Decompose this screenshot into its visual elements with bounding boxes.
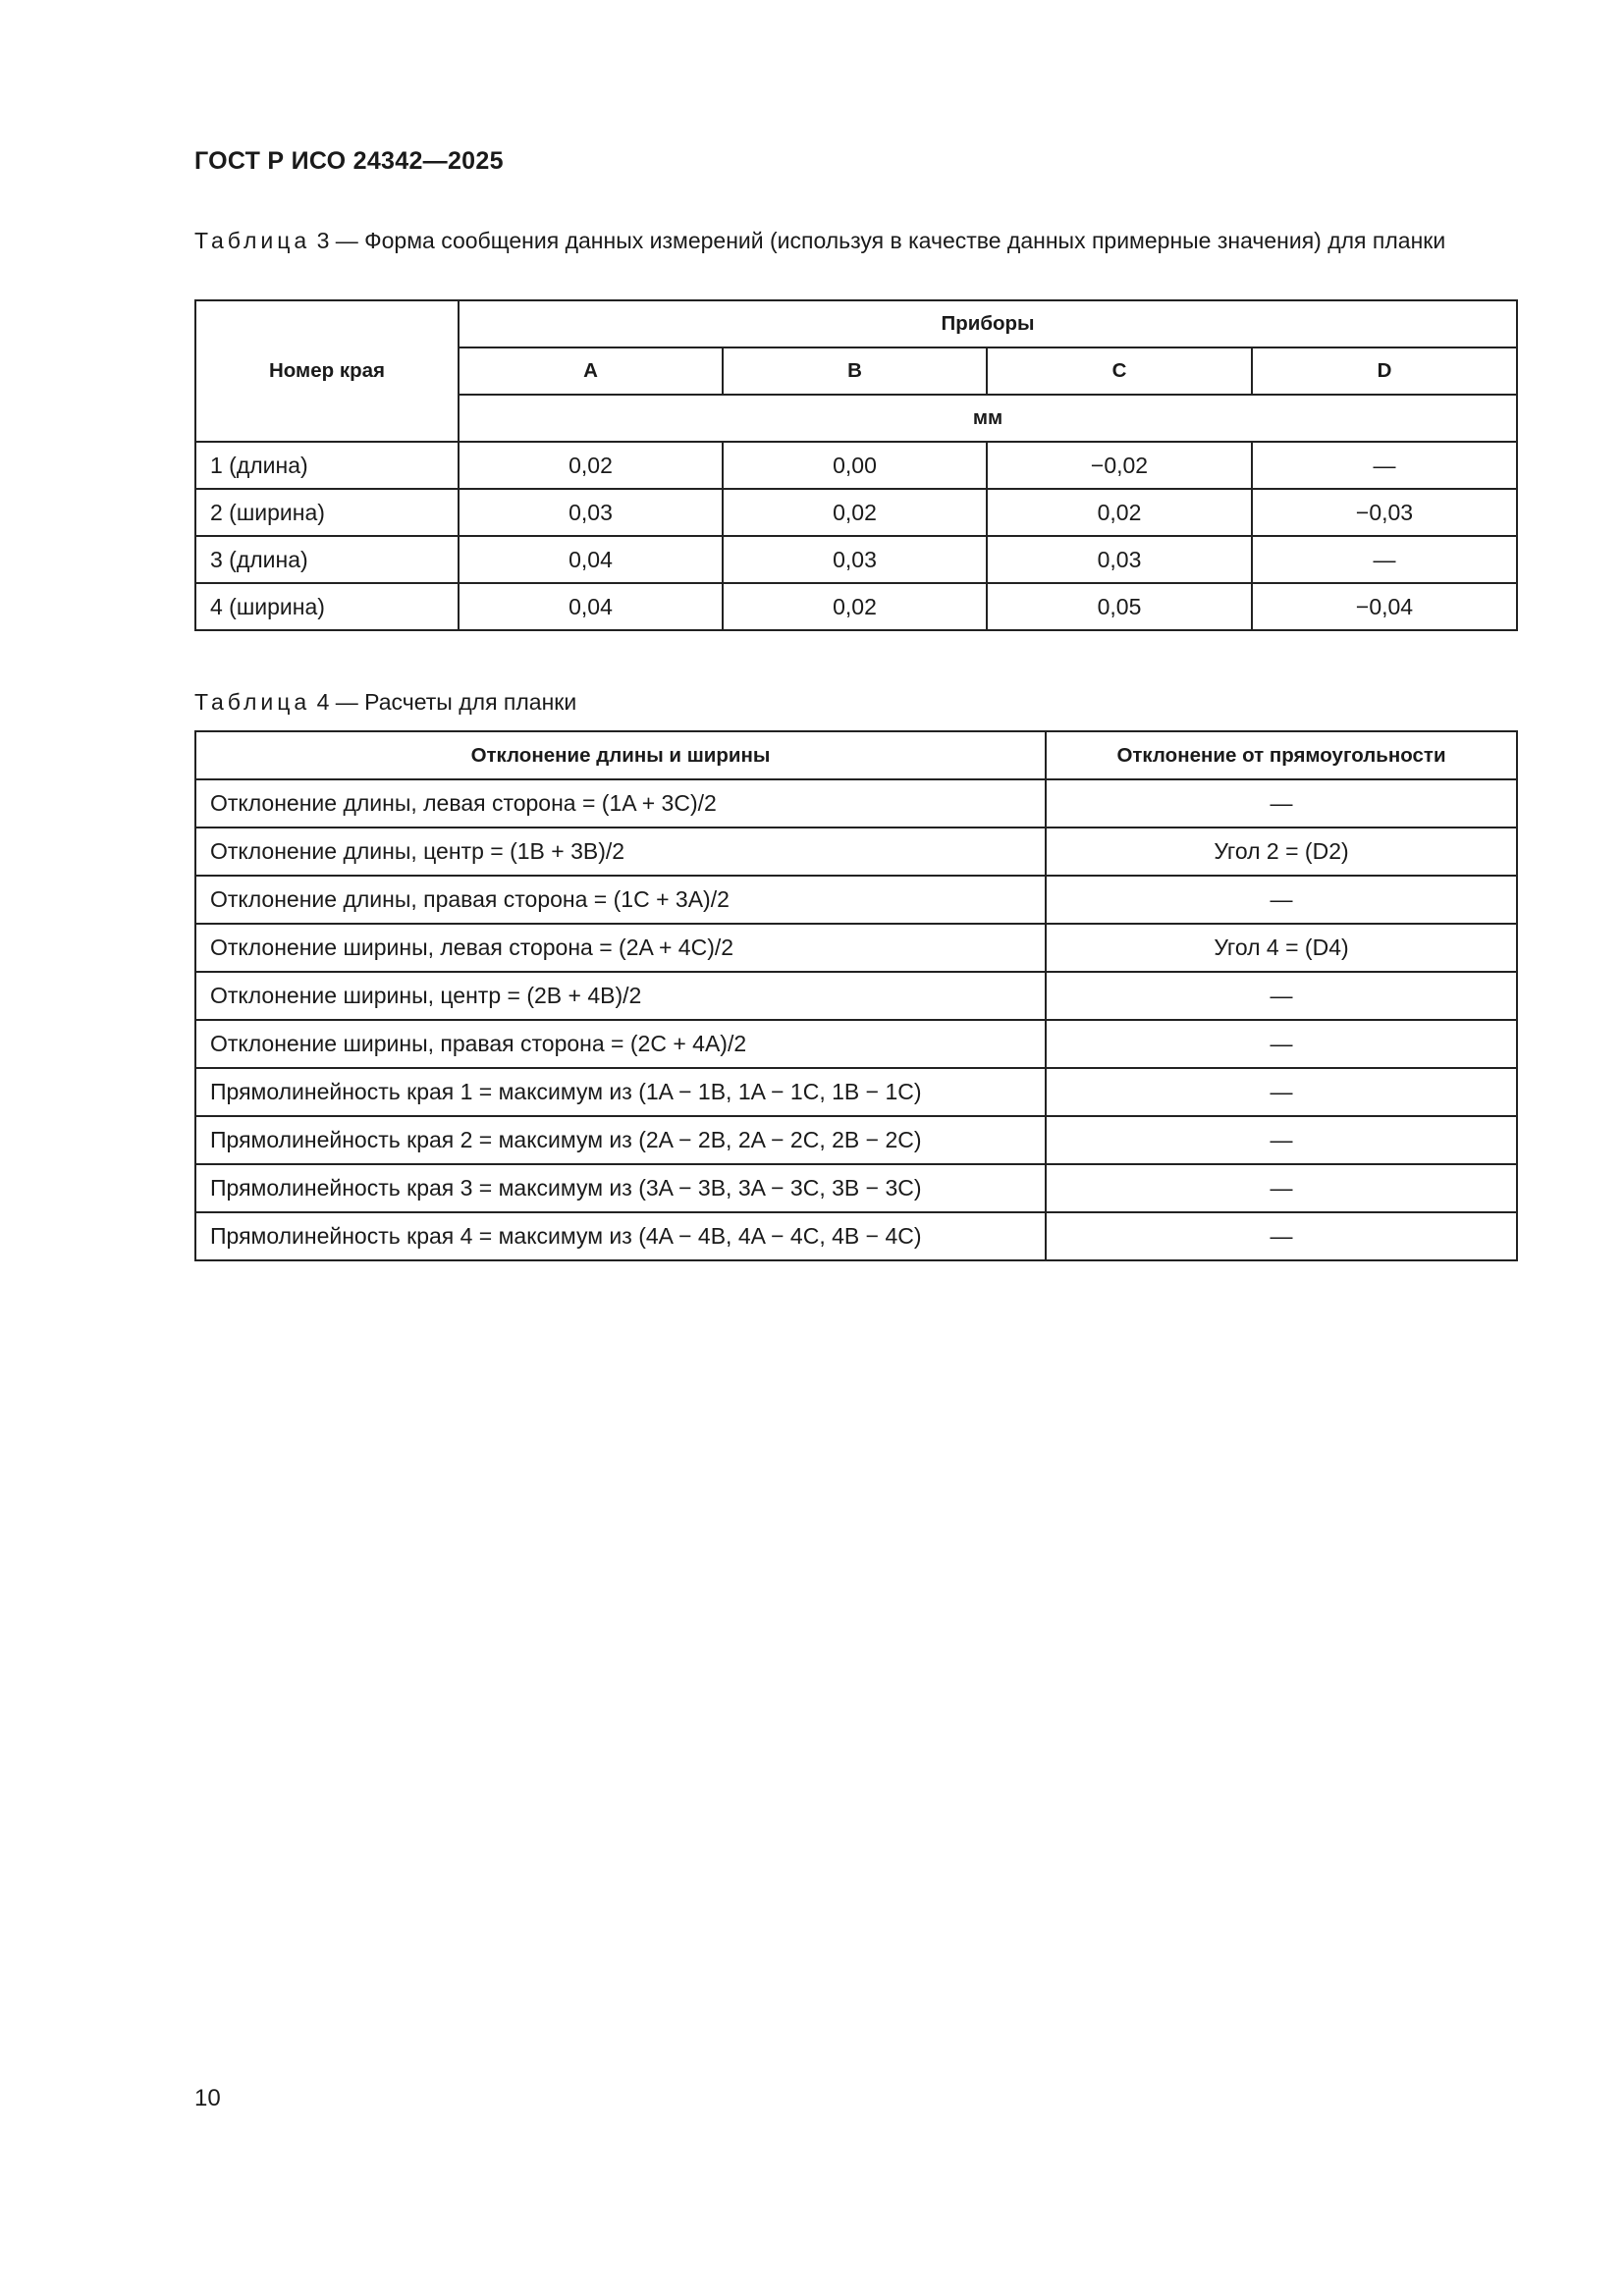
table-row: [195, 1164, 1517, 1212]
table-row: [195, 1020, 1517, 1068]
table-row: [195, 924, 1517, 972]
table4-squareness-cell: —: [1046, 1212, 1517, 1260]
table-row: [195, 536, 1517, 583]
table3-header-row: [195, 300, 1517, 347]
document-header: ГОСТ Р ИСО 24342—2025: [194, 147, 504, 175]
table4-squareness-cell: —: [1046, 972, 1517, 1020]
table3-value-cell: 0,00: [723, 442, 987, 489]
table3-col-b: B: [723, 347, 987, 395]
table3-value-cell: 0,04: [459, 583, 723, 630]
table3-value-cell: 0,02: [723, 583, 987, 630]
table3-value-cell: −0,02: [987, 442, 1252, 489]
table3-value-cell: —: [1252, 442, 1517, 489]
table4-squareness-cell: —: [1046, 1068, 1517, 1116]
table-row: [195, 876, 1517, 924]
table3-unit: мм: [459, 395, 1517, 442]
table3-value-cell: 0,02: [723, 489, 987, 536]
page-number: 10: [194, 2085, 221, 2111]
table4-col-squareness: Отклонение от прямоугольности: [1046, 731, 1517, 779]
table4-squareness-cell: Угол 4 = (D4): [1046, 924, 1517, 972]
table4-squareness-cell: —: [1046, 1164, 1517, 1212]
table4-formula-cell: Отклонение длины, левая сторона = (1A + 3C)/2: [195, 779, 1046, 828]
table3-edge-cell: 2 (ширина): [195, 489, 459, 536]
table4-formula-cell: Отклонение ширины, левая сторона = (2A + 4C)/2: [195, 924, 1046, 972]
table4-caption-text: 4 — Расчеты для планки: [316, 689, 577, 715]
table3-edge-cell: 3 (длина): [195, 536, 459, 583]
table3-value-cell: −0,04: [1252, 583, 1517, 630]
table4-caption: [194, 687, 1516, 718]
table3-col-d: D: [1252, 347, 1517, 395]
table3-value-cell: 0,03: [459, 489, 723, 536]
table3-value-cell: —: [1252, 536, 1517, 583]
table-row: [195, 583, 1517, 630]
table4-col-deviation: Отклонение длины и ширины: [195, 731, 1046, 779]
table4-squareness-cell: —: [1046, 1116, 1517, 1164]
table-row: [195, 972, 1517, 1020]
table3-caption: [194, 226, 1516, 256]
table-row: [195, 779, 1517, 828]
table3-group-header: Приборы: [459, 300, 1517, 347]
table3-col-a: A: [459, 347, 723, 395]
table3-col-edge: Номер края: [195, 300, 459, 442]
table4-formula-cell: Отклонение длины, центр = (1B + 3B)/2: [195, 828, 1046, 876]
table4-formula-cell: Отклонение ширины, центр = (2B + 4B)/2: [195, 972, 1046, 1020]
table-row: [195, 1068, 1517, 1116]
table4-header-row: [195, 731, 1517, 779]
table3-caption-word: Таблица: [194, 228, 311, 253]
table4-squareness-cell: —: [1046, 876, 1517, 924]
table3-value-cell: 0,04: [459, 536, 723, 583]
table3-value-cell: 0,02: [459, 442, 723, 489]
table3-value-cell: 0,02: [987, 489, 1252, 536]
table3-value-cell: 0,03: [723, 536, 987, 583]
table4-formula-cell: Отклонение длины, правая сторона = (1C + 3A)/2: [195, 876, 1046, 924]
table3-value-cell: 0,03: [987, 536, 1252, 583]
table4: [194, 730, 1518, 1261]
table4-squareness-cell: —: [1046, 779, 1517, 828]
table4-formula-cell: Прямолинейность края 3 = максимум из (3A − 3B, 3A − 3C, 3B − 3C): [195, 1164, 1046, 1212]
table-row: [195, 828, 1517, 876]
table3: [194, 299, 1518, 631]
table4-formula-cell: Прямолинейность края 2 = максимум из (2A − 2B, 2A − 2C, 2B − 2C): [195, 1116, 1046, 1164]
table3-value-cell: −0,03: [1252, 489, 1517, 536]
table3-value-cell: 0,05: [987, 583, 1252, 630]
table3-col-c: C: [987, 347, 1252, 395]
table4-formula-cell: Прямолинейность края 1 = максимум из (1A − 1B, 1A − 1C, 1B − 1C): [195, 1068, 1046, 1116]
table-row: [195, 1116, 1517, 1164]
table-row: [195, 489, 1517, 536]
table4-formula-cell: Отклонение ширины, правая сторона = (2C + 4A)/2: [195, 1020, 1046, 1068]
table4-squareness-cell: Угол 2 = (D2): [1046, 828, 1517, 876]
table4-formula-cell: Прямолинейность края 4 = максимум из (4A − 4B, 4A − 4C, 4B − 4C): [195, 1212, 1046, 1260]
table-row: [195, 1212, 1517, 1260]
table3-caption-text: 3 — Форма сообщения данных измерений (используя в качестве данных примерные значения) для планки: [316, 228, 1446, 253]
table3-edge-cell: 1 (длина): [195, 442, 459, 489]
table4-squareness-cell: —: [1046, 1020, 1517, 1068]
table4-caption-word: Таблица: [194, 689, 311, 715]
table-row: [195, 442, 1517, 489]
table3-edge-cell: 4 (ширина): [195, 583, 459, 630]
